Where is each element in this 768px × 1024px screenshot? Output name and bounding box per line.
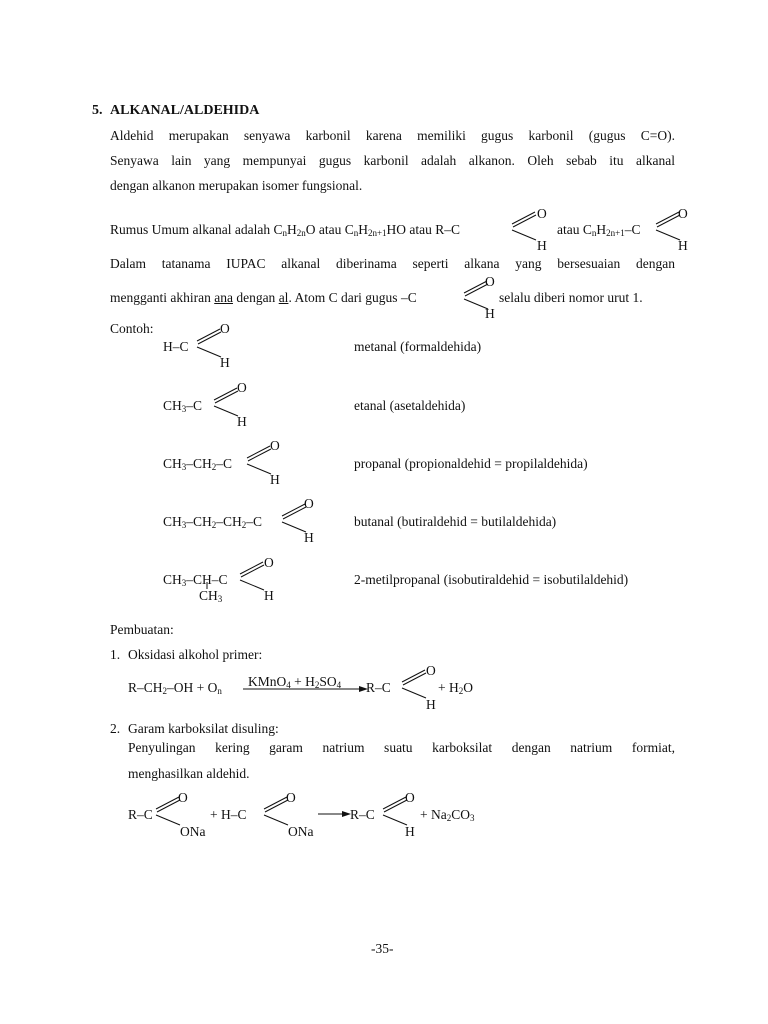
example-branch-methyl: $CH_3$ [199, 588, 223, 604]
atom-o: O [537, 206, 547, 221]
method1-title: Oksidasi alkohol primer: [128, 647, 263, 662]
atom-o: O [286, 790, 296, 805]
method2-title: Garam karboksilat disuling: [128, 721, 279, 736]
atom-h: H [485, 306, 495, 321]
atom-o: O [178, 790, 188, 805]
atom-h: H [264, 588, 274, 603]
atom-ona: ONa [180, 824, 206, 839]
example-name-etanal: etanal (asetaldehida) [354, 398, 466, 413]
example-name-butanal: butanal (butiraldehid = butilaldehida) [354, 514, 557, 529]
section-number: 5. [92, 103, 103, 118]
general-formula-alt: atau $C_nH_{2n+1}-C$ [557, 222, 641, 238]
atom-h: H [270, 472, 280, 487]
atom-o: O [485, 274, 495, 289]
atom-h: H [405, 824, 415, 839]
atom-o: O [270, 438, 280, 453]
example-formula-2-metilpropanal: $CH_3-CH-C$ [163, 572, 228, 588]
page-number: -35- [371, 941, 394, 956]
atom-o: O [405, 790, 415, 805]
atom-o: O [264, 555, 274, 570]
example-formula-metanal: H–C [163, 339, 189, 354]
method2-number: 2. [110, 721, 121, 736]
iupac-line-1: Dalam tatanama IUPAC alkanal diberinama seperti alkana yang bersesuaian dengan [110, 256, 675, 271]
example-formula-propanal: $CH_3-CH_2-C$ [163, 456, 233, 472]
reaction-arrow-1 [243, 685, 369, 693]
examples-label: Contoh: [110, 321, 154, 336]
atom-h: H [678, 238, 688, 253]
intro-line-2: Senyawa lain yang mempunyai gugus karbonil adalah alkanon. Oleh sebab itu alkanal [110, 153, 675, 168]
method2-desc-line-1: Penyulingan kering garam natrium suatu karboksilat dengan natrium formiat, [128, 740, 675, 755]
atom-ona: ONa [288, 824, 314, 839]
atom-h: H [237, 414, 247, 429]
atom-o: O [426, 663, 436, 678]
atom-h: H [537, 238, 547, 253]
atom-o: O [220, 321, 230, 336]
example-formula-butanal: $CH_3-CH_2-CH_2-C$ [163, 514, 263, 530]
method1-byproduct: + $H_2O$ [438, 680, 473, 696]
atom-h: H [426, 697, 436, 712]
method2-product: R–C [350, 807, 375, 822]
atom-o: O [237, 380, 247, 395]
aldehyde-bond-general-1 [510, 208, 540, 244]
iupac-line-2: mengganti akhiran ana dengan al. Atom C dari gugus –C [110, 290, 417, 305]
method2-reactant-1: R–C [128, 807, 153, 822]
method1-product: R–C [366, 680, 391, 695]
example-formula-etanal: $CH_3-C$ [163, 398, 203, 414]
method1-reagent: KMnO$_4$ + $H_2SO_4$ [248, 674, 342, 690]
example-name-2-metilpropanal: 2-metilpropanal (isobutiraldehid = isobutilaldehid) [354, 572, 629, 587]
atom-h: H [220, 355, 230, 370]
method2-reactant-2: + H–C [210, 807, 247, 822]
method2-desc-line-2: menghasilkan aldehid. [128, 766, 250, 781]
example-name-metanal: metanal (formaldehida) [354, 339, 482, 354]
intro-line-1: Aldehid merupakan senyawa karbonil karena memiliki gugus karbonil (gugus C=O). [110, 128, 675, 143]
intro-line-3: dengan alkanon merupakan isomer fungsional. [110, 178, 363, 193]
atom-o: O [304, 496, 314, 511]
example-name-propanal: propanal (propionaldehid = propilaldehida) [354, 456, 588, 471]
atom-h: H [304, 530, 314, 545]
method1-reactant: $R-CH_2-OH + O_n$ [128, 680, 222, 696]
general-formula-text: Rumus Umum alkanal adalah $C_nH_{2n}O$ atau $C_nH_{2n+1}HO$ atau R–C [110, 222, 461, 238]
iupac-line-2-end: selalu diberi nomor urut 1. [499, 290, 643, 305]
method2-byproduct: + $Na_2CO_3$ [420, 807, 475, 823]
atom-o: O [678, 206, 688, 221]
section-title: ALKANAL/ALDEHIDA [110, 103, 260, 118]
method1-number: 1. [110, 647, 121, 662]
preparation-label: Pembuatan: [110, 622, 174, 637]
reaction-arrow-2 [318, 810, 352, 818]
